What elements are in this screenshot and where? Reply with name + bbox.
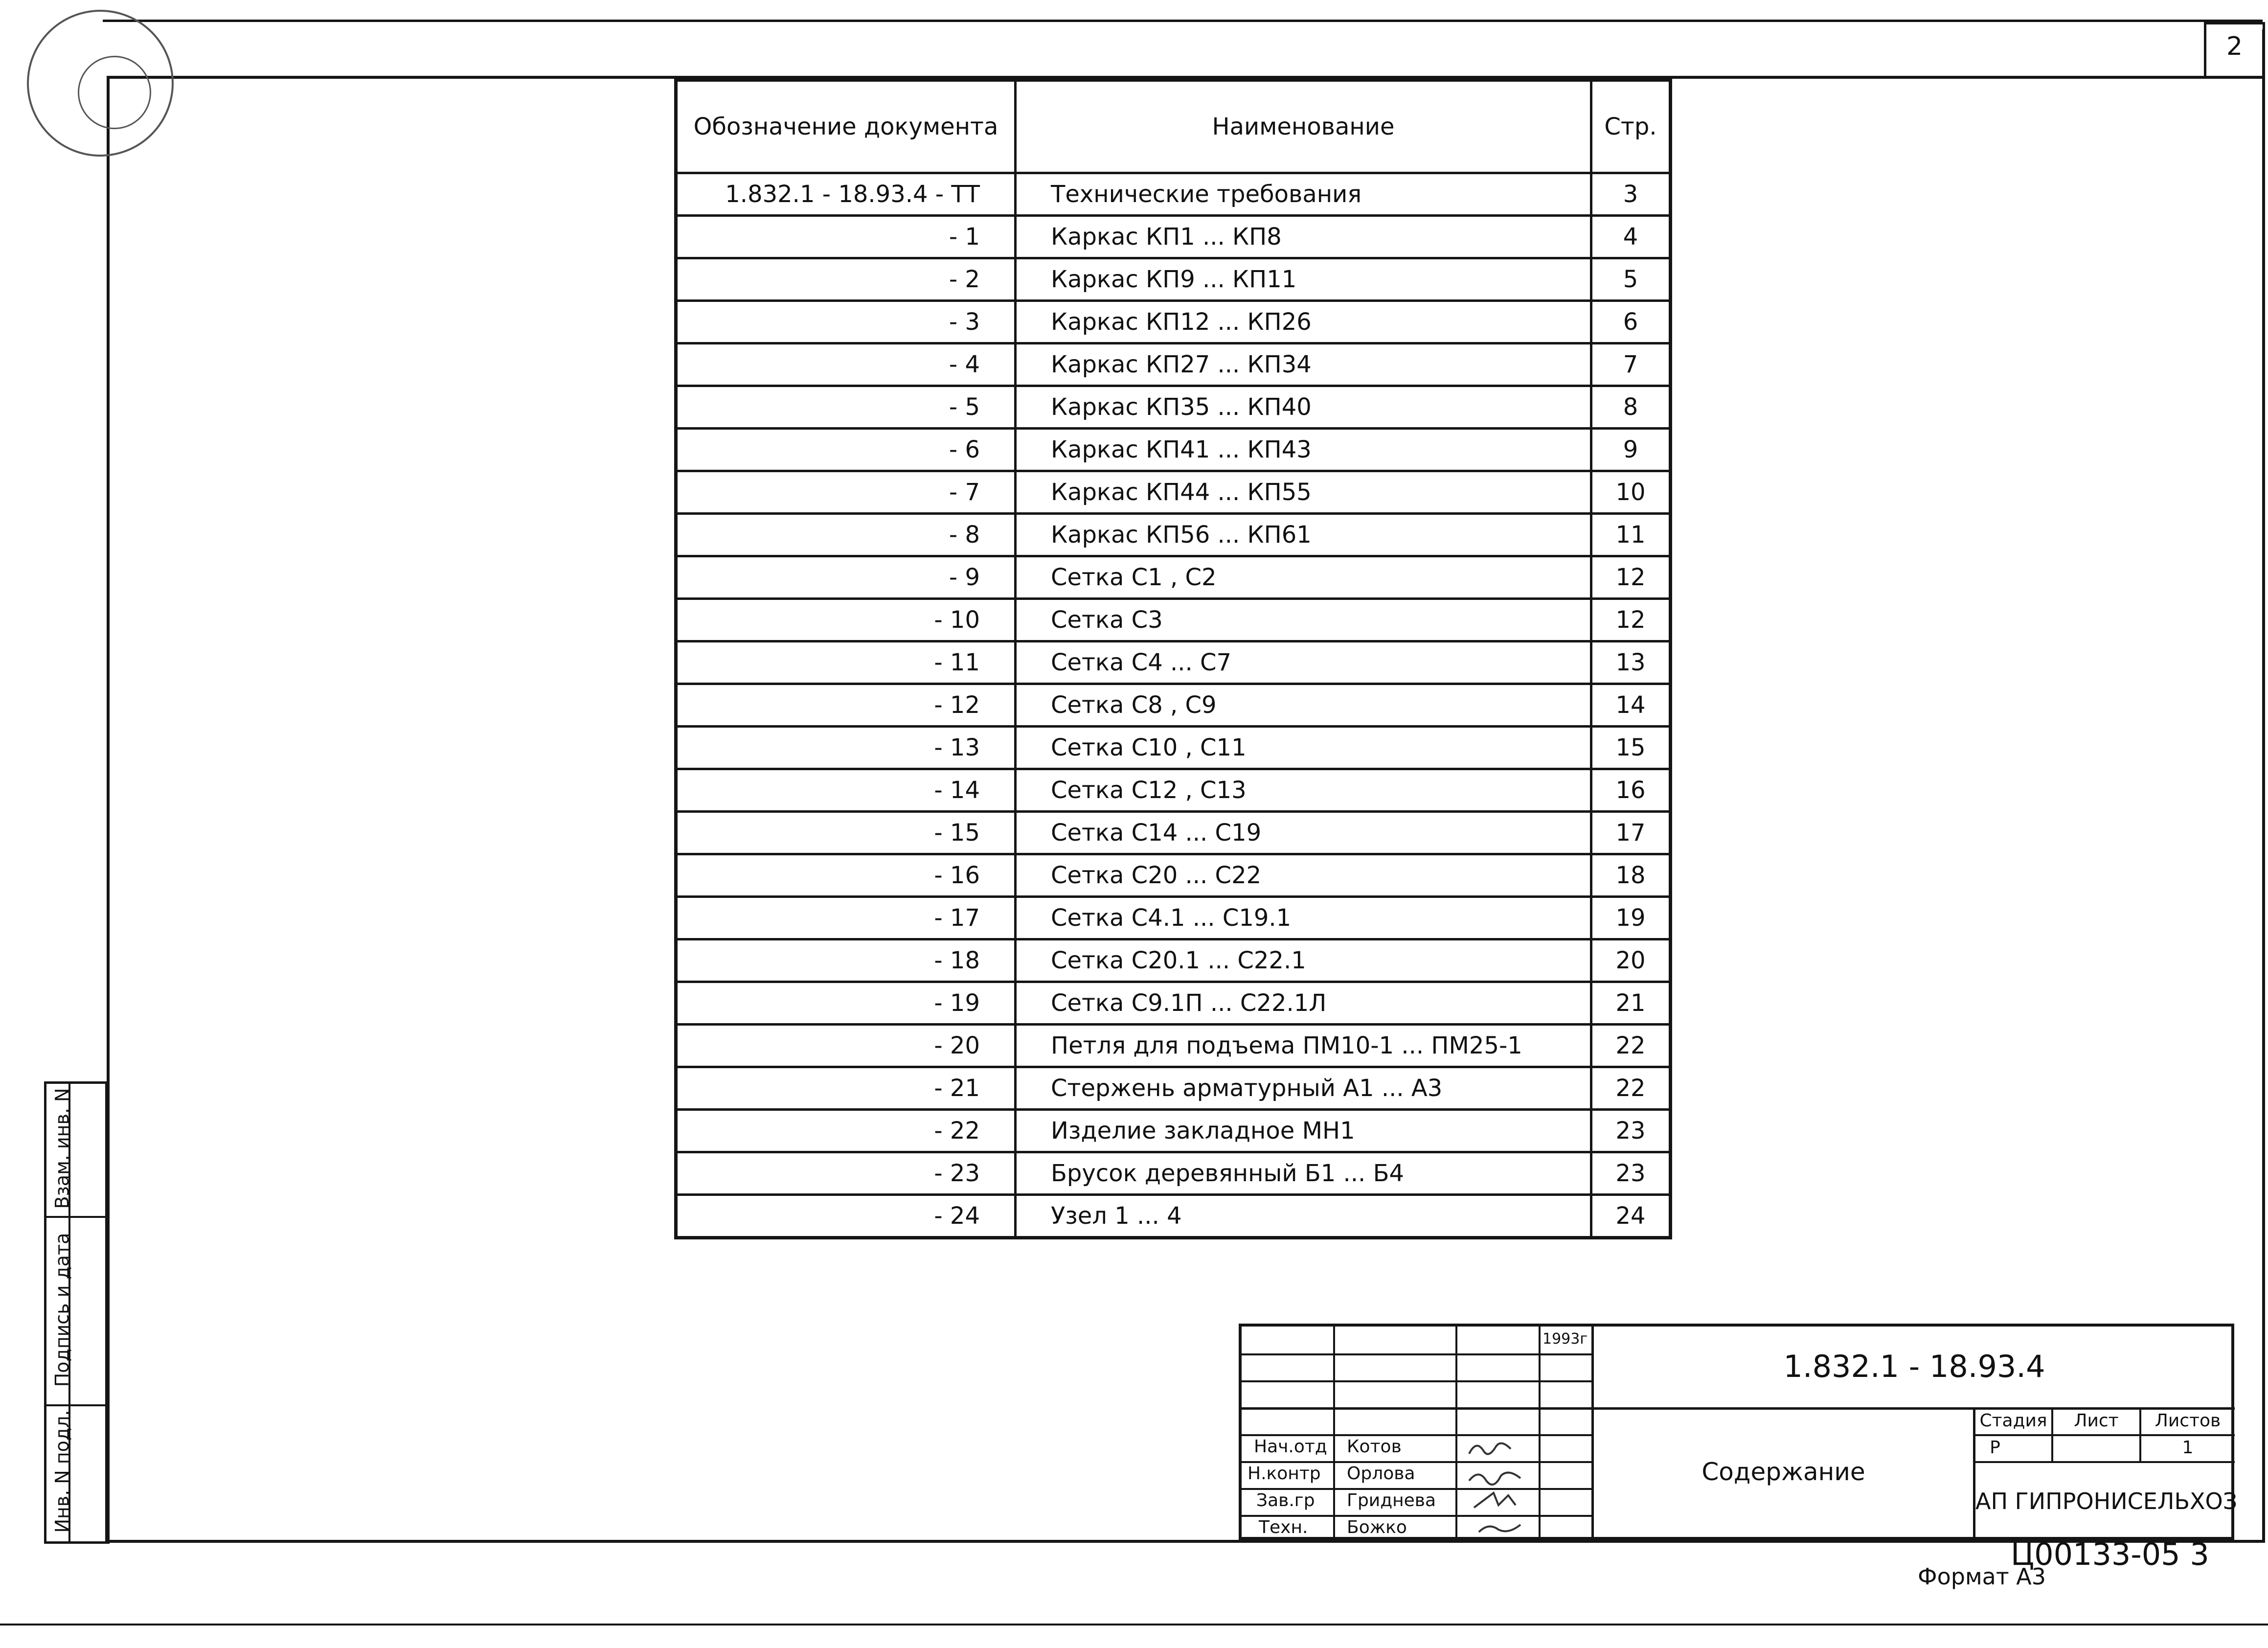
name-2: Орлова [1347, 1464, 1415, 1484]
table-row [676, 343, 1671, 386]
row-page: 7 [1591, 343, 1671, 386]
row-designation: - 17 [676, 897, 1016, 939]
header-name: Наименование [1016, 80, 1591, 173]
role-3: Зав.гр [1256, 1490, 1315, 1511]
row-designation: - 3 [676, 301, 1016, 343]
format-label: Формат А3 [1918, 1563, 2046, 1590]
bottom-trim-line [0, 1624, 2268, 1625]
row-name: Каркас КП1 ... КП8 [1016, 216, 1591, 258]
row-page: 4 [1591, 216, 1671, 258]
header-page: Стр. [1591, 80, 1671, 173]
name-3: Гриднева [1347, 1490, 1436, 1511]
row-designation: - 13 [676, 727, 1016, 769]
row-designation: - 22 [676, 1110, 1016, 1152]
document-code: 1.832.1 - 18.93.4 [1783, 1349, 2045, 1384]
row-page: 12 [1591, 599, 1671, 641]
table-row [676, 216, 1671, 258]
name-4: Божко [1347, 1517, 1407, 1537]
table-row [676, 939, 1671, 982]
approval-stamp [27, 10, 174, 157]
row-name: Сетка С8 , С9 [1016, 684, 1591, 727]
row-designation: - 10 [676, 599, 1016, 641]
side-inv-podl-label: Инв. N подл. [51, 1410, 73, 1533]
row-name: Сетка С9.1П ... С22.1Л [1016, 982, 1591, 1025]
row-designation: - 11 [676, 641, 1016, 684]
row-name: Каркас КП35 ... КП40 [1016, 386, 1591, 429]
archive-number: Ц00133-05 3 [2011, 1536, 2209, 1572]
row-designation: - 2 [676, 258, 1016, 301]
row-page: 6 [1591, 301, 1671, 343]
table-row [676, 386, 1671, 429]
row-name: Каркас КП27 ... КП34 [1016, 343, 1591, 386]
row-name: Сетка С10 , С11 [1016, 727, 1591, 769]
row-page: 22 [1591, 1025, 1671, 1067]
row-name: Сетка С3 [1016, 599, 1591, 641]
row-designation: - 19 [676, 982, 1016, 1025]
sheets-label: Листов [2155, 1411, 2221, 1431]
table-row [676, 982, 1671, 1025]
table-row [676, 897, 1671, 939]
signatures [1459, 1437, 1538, 1539]
row-name: Сетка С4.1 ... С19.1 [1016, 897, 1591, 939]
row-page: 19 [1591, 897, 1671, 939]
row-name: Изделие закладное МН1 [1016, 1110, 1591, 1152]
row-name: Сетка С14 ... С19 [1016, 812, 1591, 854]
row-page: 24 [1591, 1195, 1671, 1238]
row-designation: - 12 [676, 684, 1016, 727]
row-page: 20 [1591, 939, 1671, 982]
table-row [676, 514, 1671, 556]
row-page: 14 [1591, 684, 1671, 727]
table-row [676, 471, 1671, 514]
row-name: Сетка С1 , С2 [1016, 556, 1591, 599]
row-name: Сетка С20.1 ... С22.1 [1016, 939, 1591, 982]
row-page: 15 [1591, 727, 1671, 769]
header-designation: Обозначение документа [676, 80, 1016, 173]
row-designation: - 23 [676, 1152, 1016, 1195]
row-page: 11 [1591, 514, 1671, 556]
row-designation: - 4 [676, 343, 1016, 386]
row-page: 17 [1591, 812, 1671, 854]
table-row [676, 1067, 1671, 1110]
row-designation: 1.832.1 - 18.93.4 - ТТ [676, 173, 1016, 216]
table-row [676, 301, 1671, 343]
side-podpis-label: Подпись и дата [51, 1233, 73, 1387]
row-designation: - 18 [676, 939, 1016, 982]
row-designation: - 9 [676, 556, 1016, 599]
table-row [676, 684, 1671, 727]
row-name: Стержень арматурный А1 ... А3 [1016, 1067, 1591, 1110]
row-name: Каркас КП44 ... КП55 [1016, 471, 1591, 514]
row-designation: - 8 [676, 514, 1016, 556]
row-designation: - 16 [676, 854, 1016, 897]
row-name: Сетка С12 , С13 [1016, 769, 1591, 812]
table-header-row [676, 80, 1671, 173]
row-page: 23 [1591, 1152, 1671, 1195]
row-page: 5 [1591, 258, 1671, 301]
sheet-number: 2 [2226, 32, 2243, 61]
row-designation: - 5 [676, 386, 1016, 429]
row-designation: - 7 [676, 471, 1016, 514]
row-name: Каркас КП56 ... КП61 [1016, 514, 1591, 556]
sheet-label: Лист [2074, 1411, 2119, 1431]
name-1: Котов [1347, 1437, 1402, 1457]
side-vzam-label: Взам. инв. N [51, 1088, 73, 1209]
row-page: 9 [1591, 429, 1671, 471]
row-designation: - 14 [676, 769, 1016, 812]
row-designation: - 15 [676, 812, 1016, 854]
row-page: 3 [1591, 173, 1671, 216]
table-row [676, 1025, 1671, 1067]
table-row [676, 1195, 1671, 1238]
stage-label: Стадия [1979, 1411, 2047, 1431]
row-page: 22 [1591, 1067, 1671, 1110]
inner-frame-bottom [108, 1540, 2265, 1543]
contents-table [674, 78, 1672, 1239]
row-name: Петля для подъема ПМ10-1 ... ПМ25-1 [1016, 1025, 1591, 1067]
table-row [676, 429, 1671, 471]
stage-value: Р [1990, 1438, 2000, 1458]
row-name: Узел 1 ... 4 [1016, 1195, 1591, 1238]
row-designation: - 1 [676, 216, 1016, 258]
row-designation: - 24 [676, 1195, 1016, 1238]
role-4: Техн. [1259, 1517, 1308, 1537]
document-title: Содержание [1701, 1458, 1865, 1486]
table-row [676, 769, 1671, 812]
row-name: Сетка С20 ... С22 [1016, 854, 1591, 897]
table-row [676, 599, 1671, 641]
year-cell: 1993г [1542, 1330, 1588, 1348]
row-page: 8 [1591, 386, 1671, 429]
title-block [1239, 1324, 2238, 1540]
table-row [676, 854, 1671, 897]
organization-name: АП ГИПРОНИСЕЛЬХОЗ [1975, 1488, 2238, 1514]
row-page: 18 [1591, 854, 1671, 897]
row-designation: - 6 [676, 429, 1016, 471]
row-name: Технические требования [1016, 173, 1591, 216]
row-page: 16 [1591, 769, 1671, 812]
row-page: 23 [1591, 1110, 1671, 1152]
row-page: 12 [1591, 556, 1671, 599]
row-page: 10 [1591, 471, 1671, 514]
row-name: Сетка С4 ... С7 [1016, 641, 1591, 684]
top-border-line [103, 20, 2263, 22]
table-row [676, 727, 1671, 769]
row-name: Брусок деревянный Б1 ... Б4 [1016, 1152, 1591, 1195]
row-page: 21 [1591, 982, 1671, 1025]
row-page: 13 [1591, 641, 1671, 684]
row-designation: - 20 [676, 1025, 1016, 1067]
table-row [676, 258, 1671, 301]
table-row [676, 1110, 1671, 1152]
row-designation: - 21 [676, 1067, 1016, 1110]
table-row [676, 1152, 1671, 1195]
table-row [676, 641, 1671, 684]
row-name: Каркас КП9 ... КП11 [1016, 258, 1591, 301]
table-row [676, 173, 1671, 216]
row-name: Каркас КП12 ... КП26 [1016, 301, 1591, 343]
role-2: Н.контр [1247, 1464, 1321, 1484]
row-name: Каркас КП41 ... КП43 [1016, 429, 1591, 471]
inner-frame-right [2262, 29, 2265, 1541]
table-row [676, 812, 1671, 854]
role-1: Нач.отд [1254, 1437, 1327, 1457]
table-row [676, 556, 1671, 599]
sheets-value: 1 [2182, 1438, 2194, 1458]
